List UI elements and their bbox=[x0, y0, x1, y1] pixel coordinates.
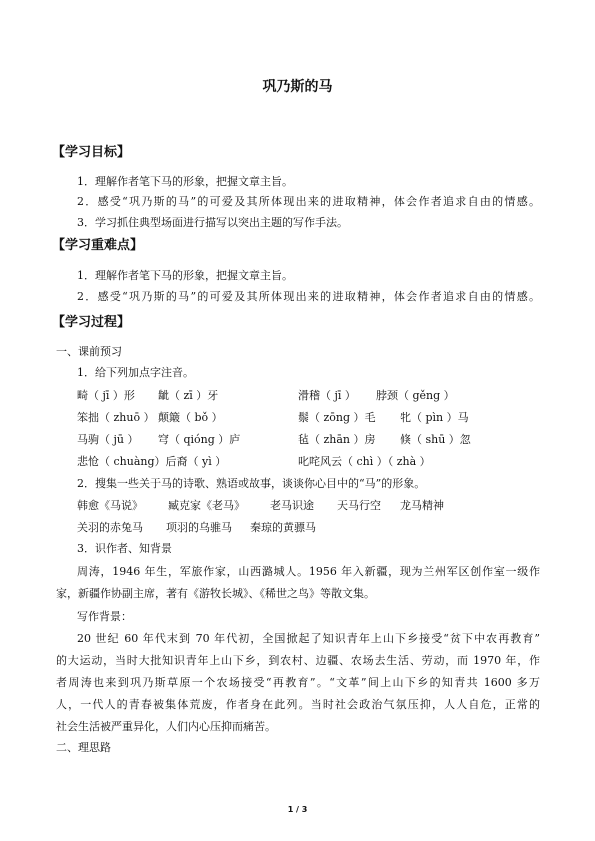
pinyin-item: 穹（ qióng ）庐 bbox=[158, 433, 241, 446]
pinyin-row bbox=[0, 454, 595, 470]
pinyin-item: 脖颈（ gěng ） bbox=[376, 389, 455, 402]
page-title: 巩乃斯的马 bbox=[262, 79, 333, 95]
pinyin-row bbox=[0, 388, 595, 404]
pinyin-item: 滑稽（ jī ） bbox=[298, 389, 356, 402]
author-paragraph-line: 周涛，1946 年生，军旅作家，山西潞城人。1956 年入新疆，现为兰州军区创作室一级作 bbox=[77, 565, 540, 578]
outline-heading: 二、理思路 bbox=[56, 741, 111, 754]
goals-heading: 【学习目标】 bbox=[52, 145, 131, 160]
goal-item: 1．理解作者笔下马的形象，把握文章主旨。 bbox=[77, 175, 293, 188]
pinyin-item: 畸（ jī ）形 bbox=[77, 389, 135, 402]
horse-example: 龙马精神 bbox=[400, 499, 444, 512]
background-label: 写作背景： bbox=[77, 610, 132, 623]
background-paragraph-line: 的大运动，当时大批知识青年上山下乡，到农村、边疆、农场去生活、劳动，而 1970 年，作 bbox=[56, 654, 540, 667]
background-paragraph-line: 者周涛也来到巩乃斯草原一个农场接受“再教育”。“文革”间上山下乡的知青共 1600 多万 bbox=[56, 676, 540, 689]
page-number: 1 / 3 bbox=[287, 805, 308, 814]
horse-example: 老马识途 bbox=[270, 499, 314, 512]
background-paragraph-line: 20 世纪 60 年代末到 70 年代初，全国掀起了知识青年上山下乡接受“贫下中农再教育” bbox=[77, 632, 540, 645]
background-paragraph-line: 人，一代人的青春被集体荒废，作者身在此列。当时社会政治气氛压抑，人人自危，正常的 bbox=[56, 698, 540, 711]
pinyin-row bbox=[0, 410, 595, 426]
key-point-item: 1．理解作者笔下马的形象，把握文章主旨。 bbox=[77, 269, 293, 282]
horse-example: 关羽的赤兔马 bbox=[77, 521, 143, 534]
process-heading: 【学习过程】 bbox=[52, 315, 131, 330]
task-pinyin: 1．给下列加点字注音。 bbox=[77, 366, 194, 379]
horse-example: 项羽的乌骓马 bbox=[166, 521, 232, 534]
horse-example: 韩愈《马说》 bbox=[77, 499, 143, 512]
horse-example-row bbox=[0, 520, 595, 536]
horse-example-row bbox=[0, 498, 595, 514]
goal-item: 2．感受“巩乃斯的马”的可爱及其所体现出来的进取精神，体会作者追求自由的情感。 bbox=[77, 195, 540, 208]
pinyin-group bbox=[77, 454, 226, 470]
horse-example: 秦琼的黄骠马 bbox=[250, 521, 316, 534]
task-horse-images: 2．搜集一些关于马的诗歌、熟语或故事，谈谈你心目中的“马”的形象。 bbox=[77, 477, 426, 490]
author-paragraph-line: 家，新疆作协副主席，著有《游牧长城》、《稀世之鸟》等散文集。 bbox=[56, 587, 375, 600]
pinyin-item: 叱咤风云（ chì ）（ zhà ） bbox=[298, 455, 431, 468]
pinyin-item: 倏（ shū ）忽 bbox=[400, 433, 471, 446]
pinyin-item: 后裔（ yì ） bbox=[165, 455, 227, 468]
pinyin-item: 马驹（ jū ） bbox=[77, 433, 139, 446]
preview-heading: 一、课前预习 bbox=[56, 345, 122, 358]
pinyin-item: 颠簸（ bǒ ） bbox=[158, 411, 223, 424]
horse-example: 臧克家《老马》 bbox=[168, 499, 245, 512]
pinyin-row bbox=[0, 432, 595, 448]
pinyin-item: 鬃（ zōng ）毛 bbox=[298, 411, 376, 424]
goal-item: 3．学习抓住典型场面进行描写以突出主题的写作手法。 bbox=[77, 216, 348, 229]
pinyin-item: 毡（ zhān ）房 bbox=[298, 433, 376, 446]
key-point-item: 2．感受“巩乃斯的马”的可爱及其所体现出来的进取精神，体会作者追求自由的情感。 bbox=[77, 290, 540, 303]
horse-example: 天马行空 bbox=[337, 499, 381, 512]
key-points-heading: 【学习重难点】 bbox=[52, 238, 144, 253]
task-author-background: 3．识作者、知背景 bbox=[77, 542, 172, 555]
pinyin-item: 牝（ pìn ）马 bbox=[400, 411, 469, 424]
background-paragraph-line: 社会生活被严重异化，人们内心压抑而痛苦。 bbox=[56, 720, 276, 733]
pinyin-item: 悲怆（ chuàng） bbox=[77, 455, 166, 468]
pinyin-item: 笨拙（ zhuō ） bbox=[77, 411, 155, 424]
pinyin-item: 龇（ zī ）牙 bbox=[158, 389, 219, 402]
